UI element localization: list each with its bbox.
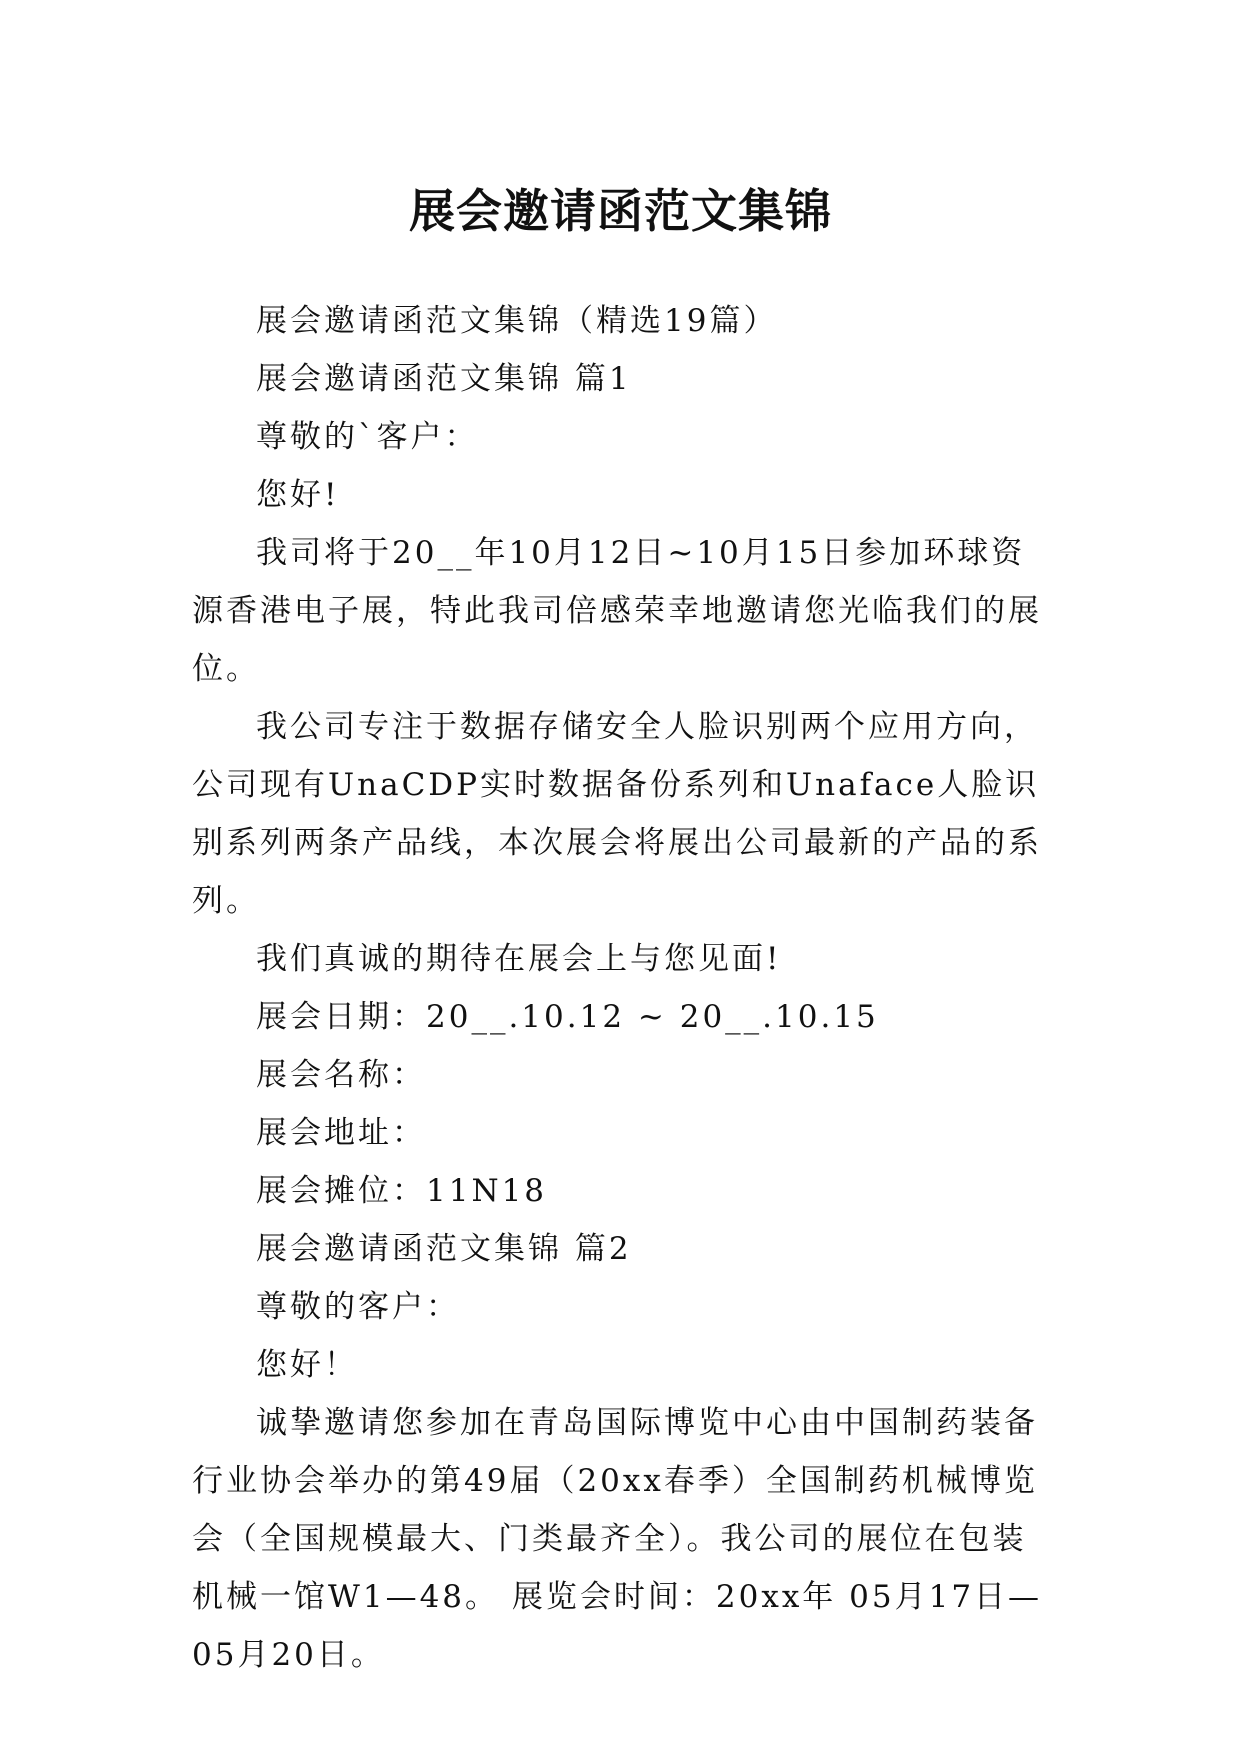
- paragraph-exhibition-date: 展会日期：20__.10.12 ~ 20__.10.15: [256, 999, 879, 1035]
- paragraph-company-intro: 我公司专注于数据存储安全人脸识别两个应用方向，公司现有UnaCDP实时数据备份系列和Unaface人脸识别系列两条产品线，本次展会将展出公司最新的产品的系列。: [192, 709, 1042, 919]
- document-body: [192, 292, 1048, 1684]
- paragraph-collection-title: 展会邀请函范文集锦（精选19篇）: [256, 303, 778, 339]
- paragraph-salutation-2: 尊敬的客户：: [256, 1289, 460, 1325]
- paragraph-invitation-2: 诚挚邀请您参加在青岛国际博览中心由中国制药装备行业协会举办的第49届（20xx春季）全国制药机械博览会（全国规模最大、门类最齐全）。我公司的展位在包装机械一馆W1—48。 展览会时间：20xx年 05月17日—05月20日。: [192, 1405, 1043, 1673]
- paragraph-greeting-2: 您好！: [256, 1347, 358, 1383]
- paragraph-exhibition-address: 展会地址：: [256, 1115, 426, 1151]
- paragraph-looking-forward: 我们真诚的期待在展会上与您见面!: [256, 941, 782, 977]
- paragraph-exhibition-booth: 展会摊位：11N18: [256, 1173, 548, 1209]
- paragraph-exhibition-name: 展会名称：: [256, 1057, 426, 1093]
- paragraph-section-2-heading: 展会邀请函范文集锦 篇2: [256, 1231, 632, 1267]
- paragraph-invitation-1: 我司将于20__年10月12日~10月15日参加环球资源香港电子展，特此我司倍感荣幸地邀请您光临我们的展位。: [192, 535, 1042, 687]
- paragraph-salutation-1: 尊敬的`客户：: [256, 419, 479, 455]
- paragraph-section-1-heading: 展会邀请函范文集锦 篇1: [256, 361, 632, 397]
- paragraph-greeting-1: 您好!: [256, 477, 340, 513]
- document-title: 展会邀请函范文集锦: [409, 183, 832, 238]
